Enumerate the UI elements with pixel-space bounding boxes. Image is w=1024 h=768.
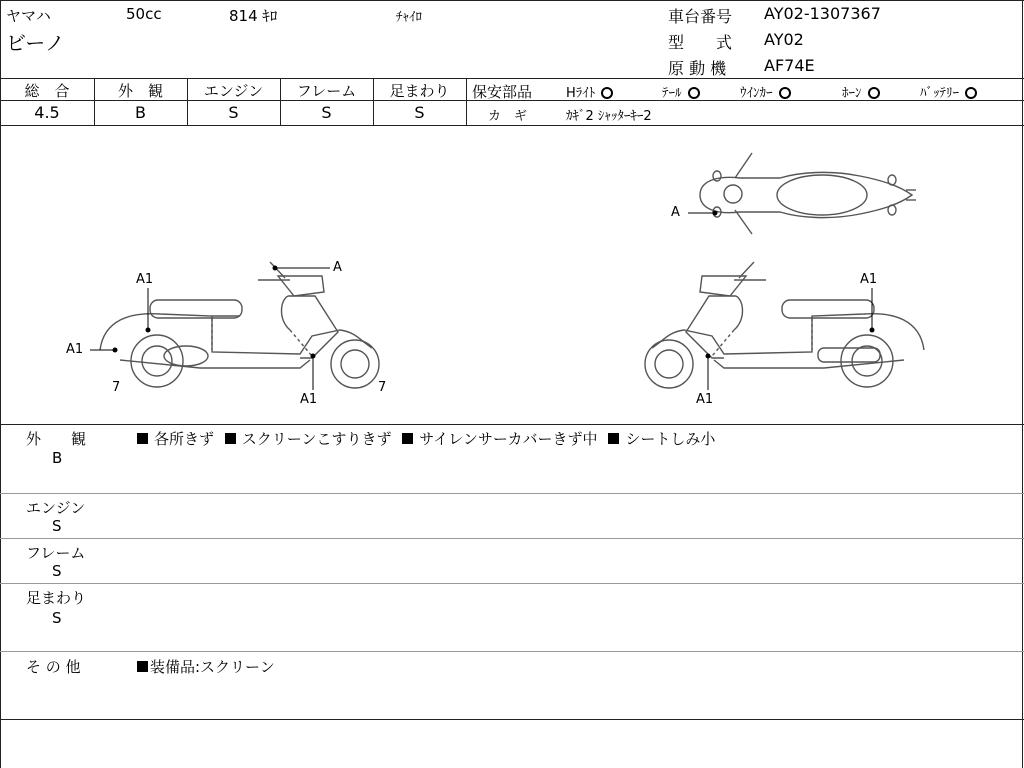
mark-right-floor: A1 (696, 392, 714, 407)
remarks-exterior-grade: B (52, 449, 63, 467)
suspension-grade-value: S (414, 103, 425, 122)
right-view-scooter (645, 262, 924, 388)
exterior-note: スクリーンこすりきず (241, 430, 392, 448)
frame-no-label: 車台番号 (668, 7, 733, 26)
mark-left-floor: A1 (300, 392, 318, 407)
suspension-grade-label: 足まわり (389, 82, 450, 100)
remarks-divider-2 (0, 538, 1024, 539)
bullet-icon (137, 433, 148, 444)
safety-item-label: ｳｲﾝｶｰ (740, 86, 773, 101)
mileage: 814 ｷﾛ (229, 7, 278, 25)
bullet-icon (225, 433, 236, 444)
bullet-icon (137, 661, 148, 672)
mark-right-seat: A1 (860, 272, 878, 287)
safety-parts-label: 保安部品 (472, 83, 533, 101)
remarks-divider-3 (0, 583, 1024, 584)
remarks-other-label: そ の 他 (26, 658, 81, 676)
bullet-icon (608, 433, 619, 444)
other-note: 装備品:スクリーン (150, 658, 275, 676)
remarks-suspension-label: 足まわり (26, 589, 87, 607)
exterior-note: シートしみ小 (625, 430, 716, 448)
overall-label: 総 合 (24, 82, 70, 100)
top-view-scooter (700, 153, 916, 234)
bullet-icon (402, 433, 413, 444)
engine-model-label: 原 動 機 (668, 59, 727, 78)
key-label: カ ギ (488, 109, 528, 124)
type-label: 型 式 (668, 33, 733, 52)
remarks-bottom (0, 719, 1024, 720)
mark-left-seat: A1 (136, 272, 154, 287)
mark-top-a: A (671, 205, 680, 220)
displacement: 50cc (126, 5, 162, 23)
remarks-exterior-notes (137, 428, 715, 449)
mark-left-handle: A (333, 260, 342, 275)
engine-model-value: AF74E (764, 56, 815, 75)
remarks-suspension-grade: S (52, 609, 62, 627)
color: ﾁｬｲﾛ (396, 10, 422, 25)
frame-grade-value: S (321, 103, 332, 122)
mark-left-wheel-front: 7 (378, 380, 387, 395)
frame-grade-label: フレーム (296, 82, 357, 100)
safety-item-label: ﾃｰﾙ (662, 86, 682, 101)
type-value: AY02 (764, 30, 804, 49)
overall-value: 4.5 (34, 103, 60, 122)
remarks-frame-grade: S (52, 562, 62, 580)
diagram-bottom (0, 424, 1024, 425)
key-value: ｶｷﾞ2 ｼｬｯﾀｰｷｰ2 (566, 109, 652, 124)
safety-item-label: ﾊﾞｯﾃﾘｰ (920, 86, 959, 101)
safety-item-label: ﾎｰﾝ (842, 86, 862, 101)
safety-item-label: Hﾗｲﾄ (566, 86, 596, 101)
model-name: ビーノ (6, 31, 65, 55)
remarks-frame-label: フレーム (26, 544, 86, 562)
remarks-engine-grade: S (52, 517, 62, 535)
engine-grade-value: S (228, 103, 239, 122)
remarks-engine-label: エンジン (26, 499, 86, 517)
maker-name: ヤマハ (6, 7, 51, 25)
exterior-grade-value: B (135, 103, 146, 122)
engine-grade-label: エンジン (203, 82, 264, 100)
exterior-grade-label: 外 観 (117, 82, 163, 100)
mark-left-wheel-rear: 7 (112, 380, 121, 395)
remarks-other-notes (137, 656, 275, 677)
frame-no: AY02-1307367 (764, 4, 881, 23)
remarks-exterior-label: 外 観 (26, 430, 87, 448)
mark-left-rear: A1 (66, 342, 84, 357)
remarks-divider-4 (0, 651, 1024, 652)
exterior-note: 各所きず (154, 430, 215, 448)
exterior-note: サイレンサーカバーきず中 (419, 430, 598, 448)
remarks-divider-1 (0, 493, 1024, 494)
